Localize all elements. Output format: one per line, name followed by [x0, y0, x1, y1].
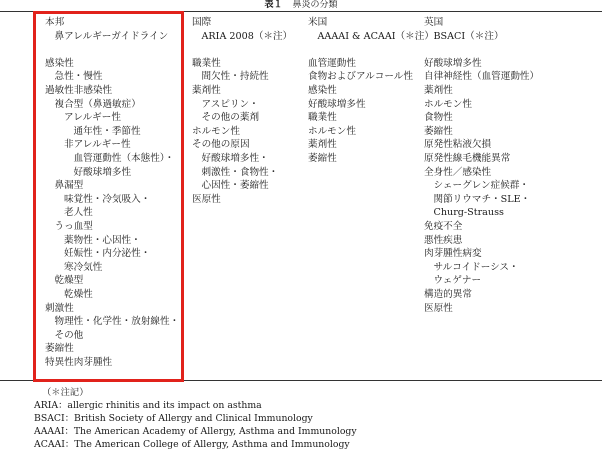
- footnote-acaai: ACAAI：The American College of Allergy, Asthma and Immunology: [34, 439, 350, 450]
- classification-item: 好酸球増多性・: [201, 153, 269, 164]
- classification-item: サルコイドーシス・: [433, 261, 519, 273]
- classification-item: 非アレルギー性: [64, 139, 131, 151]
- classification-item: 萎縮性: [424, 125, 453, 137]
- classification-item: 老人性: [64, 207, 93, 219]
- classification-item: 鼻アレルギーガイドライン: [54, 30, 169, 42]
- highlight-box: [33, 11, 184, 382]
- column-heading: 国際: [192, 17, 212, 28]
- footnote-bsaci: BSACI：British Society of Allergy and Clinical Immunology: [34, 413, 313, 424]
- classification-item: 悪性疾患: [424, 234, 463, 246]
- classification-item: 薬剤性: [424, 85, 453, 96]
- classification-item: 職業性: [192, 57, 221, 69]
- classification-item: 心因性・萎縮性: [201, 180, 269, 192]
- classification-item: 薬物性・心因性・: [64, 234, 141, 246]
- classification-item: アスピリン・: [201, 98, 259, 110]
- classification-item: 刺激性: [45, 302, 74, 314]
- classification-item: Churg-Strauss: [433, 207, 504, 219]
- classification-item: 自律神経性（血管運動性）: [424, 71, 540, 83]
- column-heading: 本邦: [45, 17, 65, 28]
- classification-item: 乾燥性: [64, 289, 93, 300]
- classification-item: 薬剤性: [308, 139, 337, 151]
- classification-item: 感染性: [308, 85, 337, 96]
- classification-item: 構造的異常: [424, 289, 472, 300]
- classification-item: 医原性: [192, 193, 221, 205]
- classification-item: うっ血型: [54, 221, 93, 232]
- classification-item: 乾燥型: [54, 275, 84, 287]
- classification-item: 血管運動性: [308, 57, 356, 69]
- column-heading: 米国: [308, 17, 328, 28]
- classification-item: 原発性粘液欠損: [424, 139, 492, 151]
- table-title: 鼻炎の分類: [292, 0, 338, 10]
- classification-item: 好酸球増多性: [424, 57, 482, 69]
- footnote-aaaai: AAAAI：The American Academy of Allergy, Asthma and Immunology: [34, 426, 357, 437]
- classification-item: 薬剤性: [192, 85, 221, 96]
- classification-item: 食物およびアルコール性: [308, 71, 413, 83]
- classification-item: ホルモン性: [308, 125, 356, 137]
- classification-item: ウェゲナー: [433, 275, 482, 287]
- classification-item: 関節リウマチ・SLE・: [433, 193, 531, 205]
- table-number: 表１: [264, 0, 283, 10]
- classification-item: その他の薬剤: [201, 112, 260, 124]
- classification-item: 寒冷気性: [64, 261, 103, 273]
- classification-item: 職業性: [308, 112, 337, 124]
- classification-item: AAAAI & ACAAI（＊注）: [317, 30, 434, 42]
- classification-item: 免疫不全: [424, 221, 463, 232]
- classification-item: 過敏性非感染性: [45, 85, 113, 96]
- classification-item: シェーグレン症候群・: [433, 180, 530, 192]
- classification-item: 刺激性・食物性・: [201, 166, 279, 178]
- classification-item: 好酸球増多性: [73, 166, 132, 178]
- classification-item: 急性・慢性: [54, 71, 103, 83]
- classification-item: 味覚性・冷気吸入・: [64, 193, 151, 205]
- classification-item: 食物性: [424, 112, 453, 124]
- classification-item: 原発性線毛機能異常: [424, 153, 511, 164]
- column-heading: 英国: [424, 17, 444, 28]
- classification-item: 物理性・化学性・放射線性・: [54, 316, 180, 328]
- classification-item: ホルモン性: [424, 98, 472, 110]
- classification-item: 肉芽腫性病変: [424, 248, 482, 260]
- footnote-aria: ARIA：allergic rhinitis and its impact on asthma: [34, 400, 262, 411]
- footnote-heading: （＊注記）: [42, 387, 89, 398]
- classification-item: 萎縮性: [308, 153, 337, 164]
- classification-item: 間欠性・持続性: [201, 71, 269, 83]
- classification-item: ARIA 2008（＊注）: [201, 30, 293, 42]
- classification-item: 特異性肉芽腫性: [45, 357, 113, 368]
- classification-item: ホルモン性: [192, 125, 240, 137]
- classification-item: 全身性／感染性: [424, 166, 492, 178]
- classification-item: その他の原因: [192, 139, 250, 151]
- classification-item: その他: [54, 329, 84, 341]
- classification-item: 複合型（鼻過敏症）: [54, 98, 141, 110]
- classification-item: 萎縮性: [45, 343, 74, 355]
- classification-item: 通年性・季節性: [73, 125, 141, 137]
- classification-item: 好酸球増多性: [308, 98, 366, 110]
- classification-item: 医原性: [424, 302, 453, 314]
- classification-item: 妊娠性・内分泌性・: [64, 248, 151, 260]
- classification-item: 鼻漏型: [54, 180, 84, 192]
- classification-item: 感染性: [45, 57, 74, 69]
- classification-item: 血管運動性（本態性）・: [73, 153, 175, 164]
- classification-item: BSACI（＊注）: [433, 30, 504, 42]
- classification-item: アレルギー性: [64, 112, 121, 124]
